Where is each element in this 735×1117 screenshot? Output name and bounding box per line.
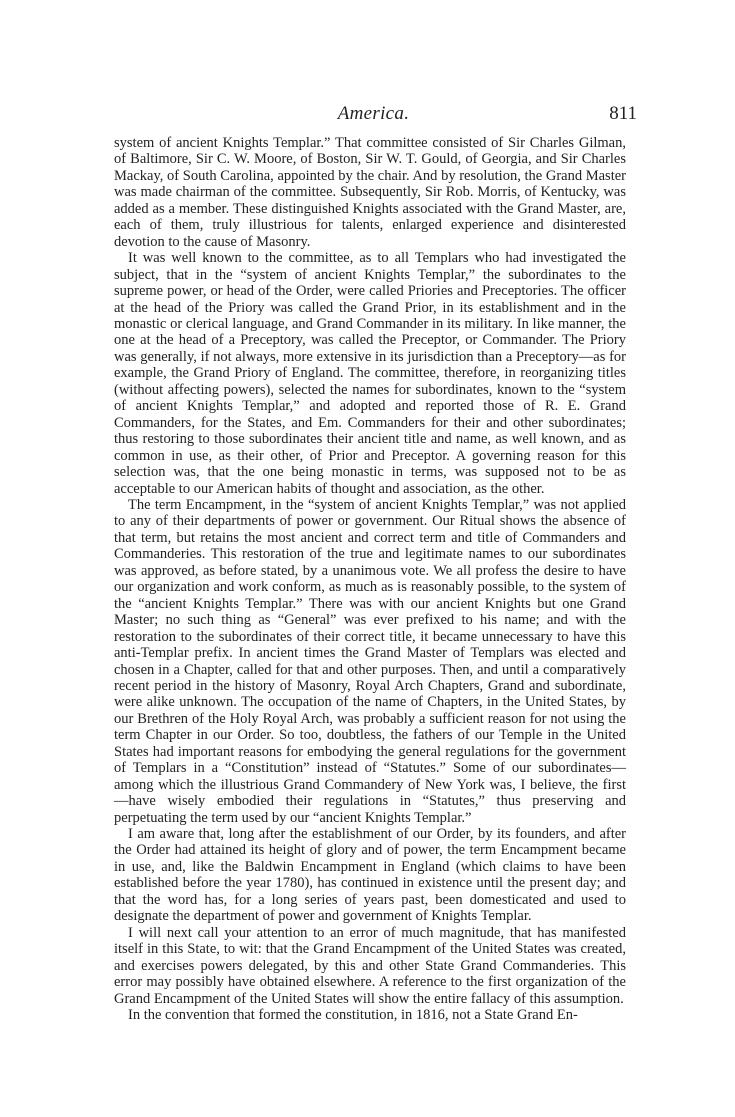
paragraph-6: In the convention that formed the constitution, in 1816, not a State Grand En- <box>128 1007 578 1024</box>
paragraph-2: It was well known to the committee, as to all Templars who had investigated the subject, that in the “system of ancient Knights Templar,” the subordinates to the supreme power, or head of the Order, were called Priories and Preceptories. The officer at the head of the Priory was called the Grand Prior, in its establishment and in the monastic or clerical language, and Grand Commander in its military. In like manner, the one at the head of a Preceptory, was called the Preceptor, or Commander. The Priory was generally, if not always, more extensive in its jurisdiction than a Preceptory—as for example, the Grand Priory of England. The committee, therefore, in reorganizing titles (without affecting powers), selected the names for subordinates, known to the “system of ancient Knights Templar,” and adopted and reported those of R. E. Grand Commanders, for the States, and Em. Commanders for their and other subordinates; thus restoring to those subordinates their ancient title and name, as well known, and as common in use, as their other, of Prior and Preceptor. A governing reason for this selection was, that the one being monastic in terms, was supposed not to be as acceptable to our American habits of thought and association, as the other. <box>114 250 626 497</box>
page-number: 811 <box>609 103 637 124</box>
paragraph-4: I am aware that, long after the establishment of our Order, by its founders, and after the Order had attained its height of glory and of power, the term Encampment became in use, and, like the Baldwin Encampment in England (which claims to have been established before the year 1780), has continued in existence until the present day; and that the word has, for a long series of years past, been domesticated and used to designate the department of power and government of Knights Templar. <box>114 826 626 925</box>
paragraph-5: I will next call your attention to an error of much magnitude, that has manifested itself in this State, to wit: that the Grand Encampment of the United States was created, and exercises powers delegated, by this and other State Grand Commanderies. This error may possibly have obtained elsewhere. A reference to the first organization of the Grand Encampment of the United States will show the entire fallacy of this assumption. <box>114 924 626 1007</box>
paragraph-3: The term Encampment, in the “system of ancient Knights Templar,” was not applied to any of their departments of power or government. Our Ritual shows the absence of that term, but retains the most ancient and correct term and title of Commanders and Commanderies. This restoration of the true and legitimate names to our subordinates was approved, as before stated, by a unanimous vote. We all profess the desire to have our organization and work conform, as much as is reasonably possible, to the system of the “ancient Knights Templar.” There was with our ancient Knights but one Grand Master; no such thing as “General” was ever prefixed to his name; and with the restoration to the subordinates of their correct title, it became unnecessary to have this anti-Templar prefix. In ancient times the Grand Master of Templars was elected and chosen in a Chapter, called for that and other purposes. Then, and until a comparatively recent period in the history of Masonry, Royal Arch Chapters, Grand and subordinate, were alike unknown. The occupation of the name of Chapters, in the United States, by our Brethren of the Holy Royal Arch, was probably a sufficient reason for not using the term Chapter in our Order. So too, doubtless, the fathers of our Temple in the United States had important reasons for embodying the general regulations for the government of Templars in a “Constitution” instead of “Statutes.” Some of our subordinates—among which the illustrious Grand Commandery of New York was, I believe, the first—have wisely embodied their regulations in “Statutes,” thus preserving and perpetuating the term used by our “ancient Knights Templar.” <box>114 496 626 826</box>
running-title: America. <box>337 103 410 124</box>
paragraph-1: system of ancient Knights Templar.” That committee consisted of Sir Charles Gilman, of Baltimore, Sir C. W. Moore, of Boston, Sir W. T. Gould, of Georgia, and Sir Charles Mackay, of South Carolina, appointed by the chair. And by resolution, the Grand Master was made chairman of the committee. Subsequently, Sir Rob. Morris, of Kentucky, was added as a member. These distinguished Knights associated with the Grand Master, are, each of them, truly illustrious for talents, enlarged experience and disinterested devotion to the cause of Masonry. <box>114 135 626 250</box>
body-text <box>114 135 626 1023</box>
page-header <box>110 103 637 125</box>
